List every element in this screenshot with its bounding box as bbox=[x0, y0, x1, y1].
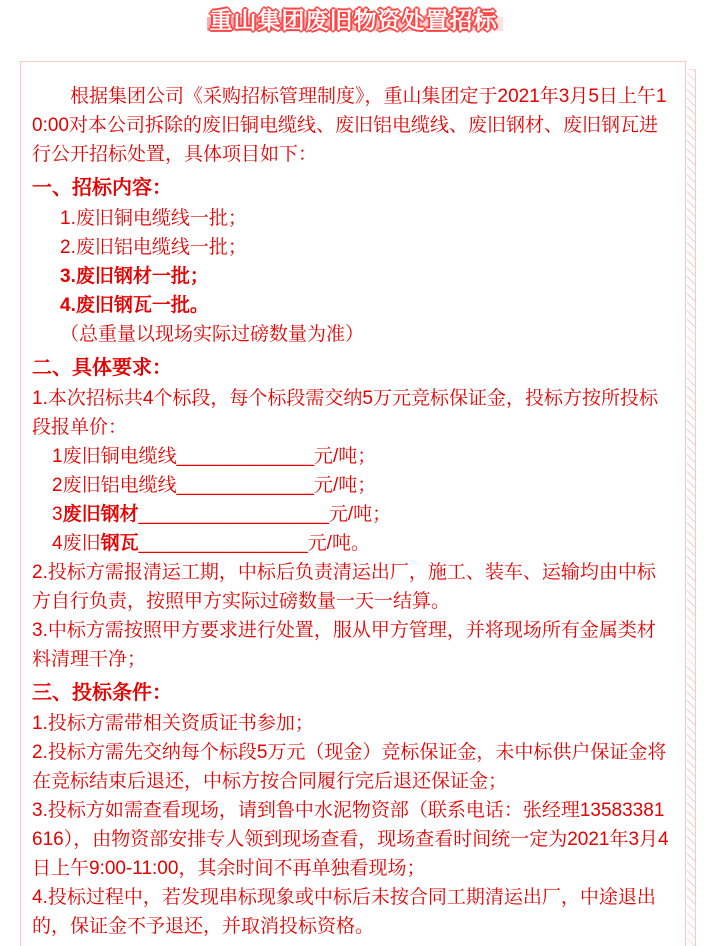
text-segment: 3 bbox=[52, 504, 63, 525]
text-segment: 3.中标方需按照甲方要求进行处置，服从甲方管理，并将现场所有金属类材料清理干净； bbox=[32, 620, 656, 670]
price-line bbox=[32, 529, 669, 558]
text-segment: 4.废旧钢瓦一批。 bbox=[60, 295, 209, 316]
document-body bbox=[32, 82, 669, 941]
section-heading bbox=[32, 679, 669, 708]
price-line bbox=[32, 500, 669, 529]
price-blank-underline: ________________ bbox=[138, 533, 308, 554]
list-item bbox=[32, 320, 669, 349]
text-segment: 二、具体要求： bbox=[32, 357, 172, 379]
text-segment: 4.投标过程中，若发现串标现象或中标后未按合同工期清运出厂，中途退出的，保证金不予退还，并取消投标资格。 bbox=[32, 887, 656, 937]
text-segment: （总重量以现场实际过磅数量为准） bbox=[60, 324, 365, 345]
text-segment: 3.废旧钢材一批； bbox=[60, 266, 209, 287]
price-line bbox=[32, 442, 669, 471]
text-segment: 3.投标方如需查看现场，请到鲁中水泥物资部（联系电话：张经理13583381616），由物资部安排专人领到现场查看，现场查看时间统一定为2021年3月4日上午9:00-11:00，其余时间不再单独看现场； bbox=[32, 800, 669, 879]
list-item bbox=[32, 233, 669, 262]
page-edge-decoration bbox=[687, 69, 696, 946]
text-segment: 1.投标方需带相关资质证书参加； bbox=[32, 713, 314, 734]
text-segment: 元/吨。 bbox=[307, 533, 370, 554]
text-segment: 元/吨； bbox=[313, 446, 377, 467]
doc-paragraph bbox=[32, 384, 669, 442]
text-segment: 元/吨； bbox=[313, 475, 377, 496]
doc-paragraph bbox=[32, 558, 669, 616]
text-segment: 2.废旧铝电缆线一批； bbox=[60, 237, 247, 258]
doc-paragraph bbox=[32, 796, 669, 883]
doc-paragraph bbox=[32, 883, 669, 941]
doc-paragraph bbox=[32, 738, 669, 796]
text-segment: 1.本次招标共4个标段，每个标段需交纳5万元竞标保证金，投标方按所投标段报单价： bbox=[32, 388, 658, 438]
section-heading bbox=[32, 354, 669, 383]
document-sheet bbox=[20, 61, 686, 946]
text-segment: 1.废旧铜电缆线一批； bbox=[60, 208, 247, 229]
text-segment: 根据集团公司《采购招标管理制度》，重山集团定于2021年3月5日上午10:00对本公司拆除的废旧铜电缆线、废旧铝电缆线、废旧钢材、废旧钢瓦进行公开招标处置，具体项目如下： bbox=[32, 86, 667, 165]
text-segment: 钢瓦 bbox=[100, 533, 139, 554]
text-segment: 废旧钢材 bbox=[62, 504, 139, 525]
page-title: 重山集团废旧物资处置招标 bbox=[209, 7, 498, 33]
doc-paragraph bbox=[32, 616, 669, 674]
text-segment: 4废旧 bbox=[52, 533, 101, 554]
list-item bbox=[32, 262, 669, 291]
text-segment: 三、投标条件： bbox=[32, 682, 172, 704]
list-item bbox=[32, 291, 669, 320]
text-segment: 2.投标方需先交纳每个标段5万元（现金）竞标保证金，未中标供户保证金将在竞标结束后退还，中标方按合同履行完后退还保证金； bbox=[32, 742, 667, 792]
price-blank-underline: _____________ bbox=[176, 446, 314, 467]
text-segment: 2废旧铝电缆线 bbox=[52, 475, 177, 496]
list-item bbox=[32, 204, 669, 233]
text-segment: 1废旧铜电缆线 bbox=[52, 446, 177, 467]
price-blank-underline: _____________ bbox=[176, 475, 314, 496]
text-segment: 2.投标方需报清运工期，中标后负责清运出厂，施工、装车、运输均由中标方自行负责，按照甲方实际过磅数量一天一结算。 bbox=[32, 562, 656, 612]
price-line bbox=[32, 471, 669, 500]
doc-paragraph bbox=[32, 709, 669, 738]
text-segment: 元/吨； bbox=[328, 504, 392, 525]
section-heading bbox=[32, 174, 669, 203]
doc-paragraph bbox=[32, 82, 669, 169]
text-segment: 一、招标内容： bbox=[32, 177, 172, 199]
price-blank-underline: __________________ bbox=[138, 504, 329, 525]
